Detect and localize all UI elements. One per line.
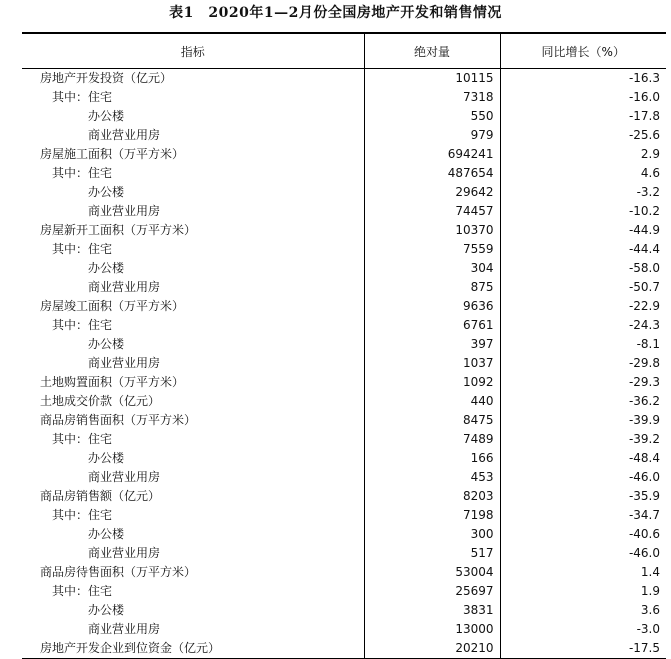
table-row [22,259,666,278]
row-label: 其中：住宅 [52,432,113,446]
table-row [22,430,666,449]
row-label: 办公楼 [88,451,125,465]
row-growth: -3.0 [500,620,666,639]
row-value: 397 [364,335,500,354]
row-label: 其中：住宅 [52,242,113,256]
row-label: 商品房销售面积（万平方米） [40,413,197,427]
row-growth: -17.5 [500,639,666,659]
row-value: 13000 [364,620,500,639]
table-row [22,639,666,659]
row-value: 694241 [364,145,500,164]
header-indicator: 指标 [22,33,364,69]
table-row [22,164,666,183]
table-row [22,316,666,335]
row-value: 875 [364,278,500,297]
row-value: 1037 [364,354,500,373]
row-growth: -17.8 [500,107,666,126]
table-row [22,278,666,297]
table-row [22,525,666,544]
row-label: 商业营业用房 [88,546,161,560]
data-table [22,32,666,659]
row-growth: -40.6 [500,525,666,544]
row-value: 487654 [364,164,500,183]
row-label: 其中：住宅 [52,584,113,598]
row-growth: -29.3 [500,373,666,392]
row-label: 其中：住宅 [52,166,113,180]
row-value: 7489 [364,430,500,449]
row-label: 商业营业用房 [88,470,161,484]
row-growth: -24.3 [500,316,666,335]
table-row [22,183,666,202]
row-value: 453 [364,468,500,487]
table-row [22,506,666,525]
row-growth: -34.7 [500,506,666,525]
table-row [22,582,666,601]
row-value: 517 [364,544,500,563]
table-row [22,411,666,430]
row-value: 3831 [364,601,500,620]
row-growth: -44.9 [500,221,666,240]
table-body [22,69,666,659]
row-value: 20210 [364,639,500,659]
row-label: 办公楼 [88,261,125,275]
row-growth: -25.6 [500,126,666,145]
row-growth: -3.2 [500,183,666,202]
row-value: 440 [364,392,500,411]
row-label: 办公楼 [88,185,125,199]
row-growth: -10.2 [500,202,666,221]
row-label: 商业营业用房 [88,280,161,294]
table-row [22,544,666,563]
header-absolute-value: 绝对量 [364,33,500,69]
table-row [22,107,666,126]
table-row [22,202,666,221]
table-row [22,563,666,582]
row-growth: -39.2 [500,430,666,449]
row-growth: 2.9 [500,145,666,164]
row-label: 商业营业用房 [88,356,161,370]
table-row [22,221,666,240]
row-label: 土地购置面积（万平方米） [40,375,185,389]
table-row [22,620,666,639]
row-label: 房屋新开工面积（万平方米） [40,223,197,237]
row-growth: -44.4 [500,240,666,259]
table-row [22,487,666,506]
row-label: 商品房待售面积（万平方米） [40,565,197,579]
header-yoy-growth: 同比增长（%） [500,33,666,69]
row-value: 1092 [364,373,500,392]
row-value: 300 [364,525,500,544]
row-value: 8203 [364,487,500,506]
table-row [22,601,666,620]
table-row [22,392,666,411]
row-growth: -36.2 [500,392,666,411]
row-label: 房屋竣工面积（万平方米） [40,299,185,313]
row-label: 房屋施工面积（万平方米） [40,147,185,161]
row-growth: -8.1 [500,335,666,354]
row-label: 商业营业用房 [88,622,161,636]
table-row [22,335,666,354]
row-label: 商业营业用房 [88,204,161,218]
row-value: 166 [364,449,500,468]
row-growth: 1.4 [500,563,666,582]
row-value: 8475 [364,411,500,430]
row-value: 6761 [364,316,500,335]
row-growth: -16.0 [500,88,666,107]
row-growth: -46.0 [500,544,666,563]
row-value: 7198 [364,506,500,525]
row-growth: 4.6 [500,164,666,183]
row-value: 25697 [364,582,500,601]
row-value: 7318 [364,88,500,107]
row-growth: -39.9 [500,411,666,430]
row-value: 304 [364,259,500,278]
row-label: 土地成交价款（亿元） [40,394,161,408]
table-row [22,373,666,392]
row-label: 商业营业用房 [88,128,161,142]
table-row [22,69,666,89]
table-row [22,240,666,259]
row-label: 房地产开发投资（亿元） [40,71,173,85]
table-row [22,449,666,468]
table-row [22,126,666,145]
table-row [22,145,666,164]
table-row [22,88,666,107]
row-growth: -48.4 [500,449,666,468]
header-row [22,33,666,69]
row-growth: -35.9 [500,487,666,506]
row-label: 办公楼 [88,603,125,617]
row-value: 7559 [364,240,500,259]
row-growth: 1.9 [500,582,666,601]
row-growth: -50.7 [500,278,666,297]
row-label: 办公楼 [88,527,125,541]
row-label: 商品房销售额（亿元） [40,489,161,503]
table-row [22,468,666,487]
row-label: 房地产开发企业到位资金（亿元） [22,639,364,659]
row-value: 10115 [364,69,500,89]
row-label: 办公楼 [88,109,125,123]
row-growth: -22.9 [500,297,666,316]
row-label: 其中：住宅 [52,318,113,332]
row-value: 550 [364,107,500,126]
row-growth: -16.3 [500,69,666,89]
row-value: 74457 [364,202,500,221]
row-value: 53004 [364,563,500,582]
row-growth: -46.0 [500,468,666,487]
row-growth: 3.6 [500,601,666,620]
row-label: 办公楼 [88,337,125,351]
row-growth: -29.8 [500,354,666,373]
row-value: 10370 [364,221,500,240]
row-value: 29642 [364,183,500,202]
table-title: 表1 2020年1—2月份全国房地产开发和销售情况 [169,5,502,21]
row-growth: -58.0 [500,259,666,278]
row-label: 其中：住宅 [52,90,113,104]
row-label: 其中：住宅 [52,508,113,522]
row-value: 979 [364,126,500,145]
table-row [22,354,666,373]
table-row [22,297,666,316]
row-value: 9636 [364,297,500,316]
